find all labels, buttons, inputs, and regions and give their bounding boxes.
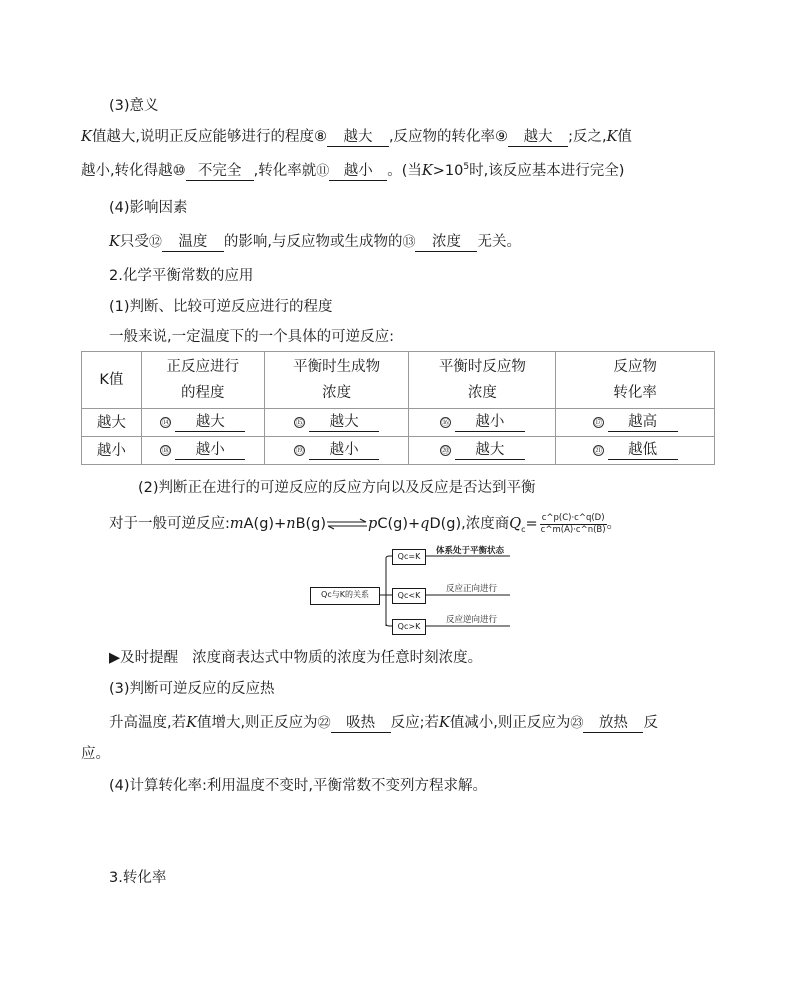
mindmap-cond-greater: Qc>K [392, 619, 426, 635]
table-cell [264, 409, 409, 437]
section-3-line-2 [81, 161, 624, 182]
text: 值越大,说明正反应能够进行的程度⑧ [91, 129, 327, 145]
header-product-concentration: 平衡时生成物 浓度 [264, 352, 409, 409]
circled-number: ⑭ [161, 418, 170, 427]
circled-number: ⑮ [295, 418, 304, 427]
tip-text: 浓度商表达式中物质的浓度为任意时刻浓度。 [192, 650, 483, 666]
coefficient-n: n [286, 516, 296, 532]
k-symbol: K [81, 129, 92, 145]
text: C(g)+ [377, 516, 421, 532]
header-reactant-concentration: 平衡时反应物 浓度 [409, 352, 556, 409]
subsection-1-heading: (1)判断、比较可逆反应进行的程度 [109, 299, 333, 315]
circled-number: ⑳ [441, 446, 450, 455]
fraction-denominator: c^m(A)·c^n(B) [540, 524, 606, 535]
text: 。(当 [387, 163, 422, 179]
text: = [525, 516, 538, 532]
circled-number: ⑲ [295, 446, 304, 455]
text: 值减小,则正反应为 [449, 715, 571, 731]
table-header-row [82, 352, 715, 409]
circled-number-23: ㉓ [570, 716, 584, 731]
k-symbol: K [438, 715, 450, 731]
concentration-quotient-fraction [540, 513, 607, 536]
table-intro: 一般来说,一定温度下的一个具体的可逆反应: [109, 329, 394, 345]
answer-blank-12: 温度 [162, 234, 224, 252]
k-symbol: K [606, 129, 618, 145]
table-cell [141, 409, 264, 437]
header-conversion-rate: 反应物 转化率 [556, 352, 715, 409]
mindmap-result-equilibrium: 体系处于平衡状态 [436, 546, 505, 556]
exponent: 5 [463, 162, 470, 172]
text: 的影响,与反应物或生成物的 [223, 234, 403, 250]
tip-line [109, 648, 482, 668]
part-2-heading: 2.化学平衡常数的应用 [109, 268, 254, 284]
section-4-heading: (4)影响因素 [109, 200, 188, 216]
qc-subscript: c [521, 524, 526, 534]
text: 值增大,则正反应为 [196, 715, 318, 731]
k-symbol: K [186, 715, 197, 731]
circled-number: ⑱ [161, 446, 170, 455]
mindmap-result-reverse: 反应逆向进行 [446, 615, 498, 625]
text: 值 [617, 129, 632, 145]
tip-marker: ▶及时提醒 [109, 650, 179, 666]
answer-blank-22: 吸热 [331, 715, 391, 733]
answer-blank-13: 浓度 [415, 234, 477, 252]
answer-blank: 越大 [455, 442, 525, 460]
coefficient-q: q [420, 516, 430, 532]
part-3-heading: 3.转化率 [109, 870, 167, 886]
text: >10 [432, 163, 464, 179]
circled-number-22: ㉒ [317, 716, 331, 731]
text: 只受 [119, 234, 149, 250]
circled-number-13: ⑬ [402, 235, 416, 250]
mindmap-cond-equal: Qc=K [392, 549, 426, 565]
header-k-value: K值 [82, 352, 142, 409]
circled-number: ㉑ [594, 446, 603, 455]
table-cell [264, 437, 409, 465]
text: B(g) [295, 516, 327, 532]
coefficient-m: m [229, 516, 244, 532]
answer-blank: 越大 [309, 414, 379, 432]
answer-blank: 越低 [608, 442, 678, 460]
header-forward-extent: 正反应进行 的程度 [141, 352, 264, 409]
text: 反应;若 [390, 715, 439, 731]
answer-blank-8: 越大 [327, 129, 389, 147]
text: ,反应物的转化率⑨ [388, 129, 509, 145]
k-value-table [81, 351, 715, 465]
circled-number-12: ⑫ [148, 235, 162, 250]
text: 越小,转化得越⑩ [81, 163, 186, 179]
answer-blank: 越高 [608, 414, 678, 432]
table-cell [141, 437, 264, 465]
circled-number: ⑰ [594, 418, 603, 427]
text: D(g),浓度商 [429, 516, 510, 532]
subsection-3-line [109, 713, 658, 734]
table-cell [409, 409, 556, 437]
text: A(g)+ [243, 516, 287, 532]
text: 时,该反应基本进行完全) [469, 163, 625, 179]
table-row [82, 437, 715, 465]
subsection-3-line-continued: 应。 [81, 746, 110, 762]
answer-blank: 越小 [455, 414, 525, 432]
reaction-equation-line [109, 512, 621, 542]
text: 升高温度,若 [109, 715, 187, 731]
answer-blank: 越小 [309, 442, 379, 460]
section-3-heading: (3)意义 [109, 98, 159, 114]
subsection-4-heading: (4)计算转化率:利用温度不变时,平衡常数不变列方程求解。 [109, 778, 488, 794]
table-cell [556, 437, 715, 465]
text: 无关。 [477, 234, 521, 250]
answer-blank: 越小 [175, 442, 245, 460]
row-k-label: 越小 [82, 437, 142, 465]
row-k-label: 越大 [82, 409, 142, 437]
text: 反 [643, 715, 658, 731]
answer-blank-23: 放热 [583, 715, 643, 733]
answer-blank: 越大 [175, 414, 245, 432]
k-symbol: K [421, 163, 433, 179]
text: ;反之, [568, 129, 607, 145]
table-cell [409, 437, 556, 465]
mindmap-result-forward: 反应正向进行 [446, 584, 498, 594]
text: ,转化率就 [253, 163, 317, 179]
mindmap-root: Qc与K的关系 [310, 587, 380, 605]
circled-number-11: ⑪ [316, 164, 330, 179]
coefficient-p: p [368, 516, 378, 532]
subsection-3-heading: (3)判断可逆反应的反应热 [109, 681, 275, 697]
fraction-numerator: c^p(C)·c^q(D) [541, 512, 605, 523]
mindmap-cond-less: Qc<K [392, 588, 426, 604]
table-row [82, 409, 715, 437]
answer-blank-11: 越小 [329, 163, 387, 181]
k-symbol: K [109, 234, 120, 250]
text: 对于一般可逆反应: [109, 516, 230, 532]
equilibrium-arrow-icon [326, 518, 368, 530]
answer-blank-10: 不完全 [186, 163, 254, 181]
section-3-line-1 [81, 127, 632, 147]
section-4-line [109, 232, 521, 253]
table-cell [556, 409, 715, 437]
subsection-2-heading: (2)判断正在进行的可逆反应的反应方向以及反应是否达到平衡 [138, 480, 536, 496]
answer-blank-9: 越大 [508, 129, 568, 147]
text: 。 [606, 516, 622, 532]
qc-symbol: Q [509, 516, 522, 532]
circled-number: ⑯ [441, 418, 450, 427]
